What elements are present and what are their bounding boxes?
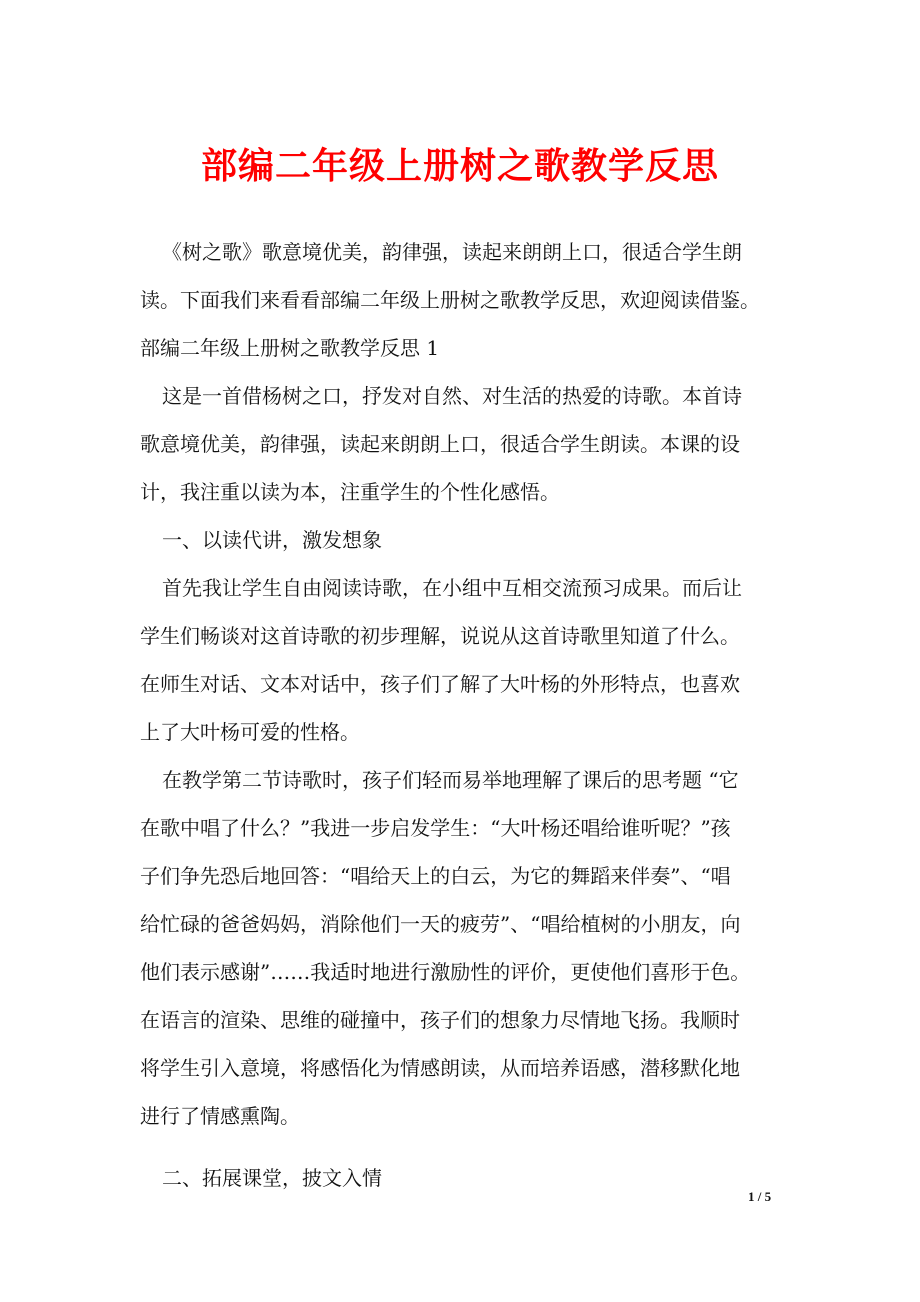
section-heading: 部编二年级上册树之歌教学反思 1 [140,336,440,360]
paragraph-line: 给忙碌的爸爸妈妈，消除他们一天的疲劳”、“唱给植树的小朋友，向 [140,912,741,936]
paragraph-line: 这是一首借杨树之口，抒发对自然、对生活的热爱的诗歌。本首诗 [162,384,742,408]
paragraph-line: 在师生对话、文本对话中，孩子们了解了大叶杨的外形特点，也喜欢 [140,672,740,696]
paragraph-gap [140,1140,788,1154]
paragraph-line: 计，我注重以读为本，注重学生的个性化感悟。 [140,480,560,504]
document-body [140,228,788,1202]
paragraph-line: 将学生引入意境，将感悟化为情感朗读，从而培养语感，潜移默化地 [140,1056,740,1080]
paragraph-line: 上了大叶杨可爱的性格。 [140,720,360,744]
section-heading: 一、以读代讲，激发想象 [162,528,382,552]
section-heading: 二、拓展课堂，披文入情 [162,1166,382,1190]
paragraph-line: 在歌中唱了什么？”我进一步启发学生：“大叶杨还唱给谁听呢？”孩 [140,816,731,840]
paragraph-line: 读。下面我们来看看部编二年级上册树之歌教学反思，欢迎阅读借鉴。 [140,288,760,312]
paragraph-line: 《树之歌》歌意境优美，韵律强，读起来朗朗上口，很适合学生朗 [162,240,742,264]
paragraph-line: 首先我让学生自由阅读诗歌，在小组中互相交流预习成果。而后让 [162,576,742,600]
paragraph-line: 进行了情感熏陶。 [140,1104,300,1128]
paragraph-line: 在教学第二节诗歌时，孩子们轻而易举地理解了课后的思考题 “它 [162,768,739,792]
paragraph-line: 在语言的渲染、思维的碰撞中，孩子们的想象力尽情地飞扬。我顺时 [140,1008,740,1032]
paragraph-line: 他们表示感谢”……我适时地进行激励性的评价，更使他们喜形于色。 [140,960,751,984]
paragraph-line: 歌意境优美，韵律强，读起来朗朗上口，很适合学生朗读。本课的设 [140,432,740,456]
paragraph-line: 学生们畅谈对这首诗歌的初步理解，说说从这首诗歌里知道了什么。 [140,624,740,648]
paragraph-line: 子们争先恐后地回答：“唱给天上的白云，为它的舞蹈来伴奏”、“唱 [140,864,731,888]
document-title: 部编二年级上册树之歌教学反思 [200,145,719,187]
page-number: 1 / 5 [748,1189,772,1204]
